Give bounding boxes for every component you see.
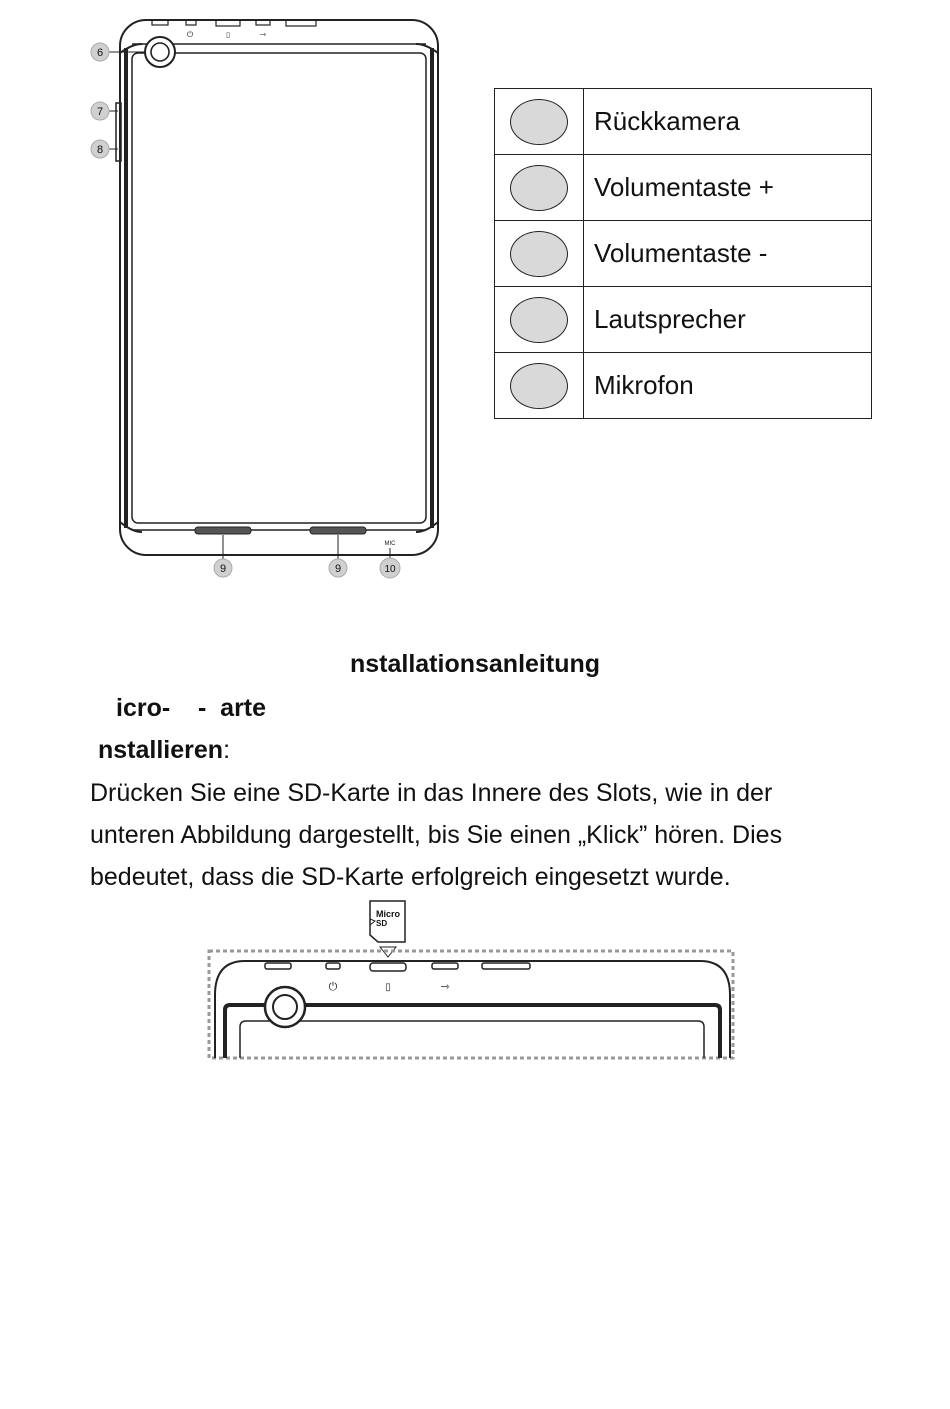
tablet-back-diagram	[80, 8, 460, 598]
power-icon: ⏻	[186, 30, 194, 39]
speaker-grill-left	[195, 527, 251, 534]
detail-usb-icon: ⇾	[440, 981, 450, 993]
sd-icon: ▯	[226, 32, 230, 39]
detail-power-port	[326, 963, 340, 969]
micro-sd-label-line1: Micro	[376, 909, 401, 919]
rear-camera-outer	[145, 37, 175, 67]
detail-sd-slot	[370, 963, 406, 971]
callout-6-number: 6	[96, 47, 104, 59]
subheading-micro-sd-card: icro- - arte	[116, 694, 267, 722]
install-colon: :	[223, 736, 231, 764]
callout-9-left	[214, 559, 232, 577]
legend-row	[495, 89, 872, 155]
callout-10-number: 10	[384, 564, 396, 575]
callout-6	[91, 43, 109, 61]
callout-7-number: 7	[96, 106, 104, 118]
callout-10	[380, 558, 400, 578]
legend-label: Volumentaste +	[584, 155, 872, 221]
micro-sd-card	[370, 901, 405, 942]
legend-row	[495, 353, 872, 419]
speaker-grill-right	[310, 527, 366, 534]
legend-number-circle	[510, 231, 568, 277]
micro-sd-label-line2: SD	[376, 919, 388, 928]
legend-label: Rückkamera	[584, 89, 872, 155]
legend-label: Lautsprecher	[584, 287, 872, 353]
legend-table	[494, 88, 872, 419]
legend-row	[495, 287, 872, 353]
tablet-body-outline	[120, 20, 438, 555]
detail-headphone-port	[432, 963, 458, 969]
callout-9-left-number: 9	[219, 563, 227, 575]
tablet-inner-panel	[132, 53, 426, 523]
mic-label: MIC	[384, 541, 396, 547]
legend-number-circle	[510, 99, 568, 145]
volume-buttons	[116, 103, 121, 161]
paragraph-line: bedeutet, dass die SD-Karte erfolgreich eingesetzt wurde.	[90, 863, 731, 891]
subheading-install	[98, 736, 230, 765]
usb-icon: ⇾	[259, 30, 267, 39]
legend-number-circle	[510, 297, 568, 343]
legend-number-circle	[510, 363, 568, 409]
instruction-paragraph	[90, 772, 880, 898]
legend-number-circle	[510, 165, 568, 211]
legend-label: Mikrofon	[584, 353, 872, 419]
paragraph-line: Drücken Sie eine SD-Karte in das Innere des Slots, wie in der	[90, 779, 773, 807]
section-heading: nstallationsanleitung	[349, 650, 601, 678]
detail-port-left	[265, 963, 291, 969]
legend-label: Volumentaste -	[584, 221, 872, 287]
install-label: nstallieren	[98, 736, 224, 764]
callout-8	[91, 140, 109, 158]
legend-row	[495, 221, 872, 287]
sd-card-insertion-diagram	[200, 895, 745, 1065]
detail-camera-outer	[265, 987, 305, 1027]
detail-power-icon: ⏻	[328, 981, 338, 993]
detail-sd-icon: ▯	[385, 982, 391, 993]
detail-usb-port	[482, 963, 530, 969]
paragraph-line: unteren Abbildung dargestellt, bis Sie einen „Klick” hören. Dies	[90, 821, 783, 849]
callout-7	[91, 102, 109, 120]
callout-9-right-number: 9	[334, 563, 342, 575]
callout-8-number: 8	[96, 144, 104, 156]
legend-row	[495, 155, 872, 221]
callout-9-right	[329, 559, 347, 577]
